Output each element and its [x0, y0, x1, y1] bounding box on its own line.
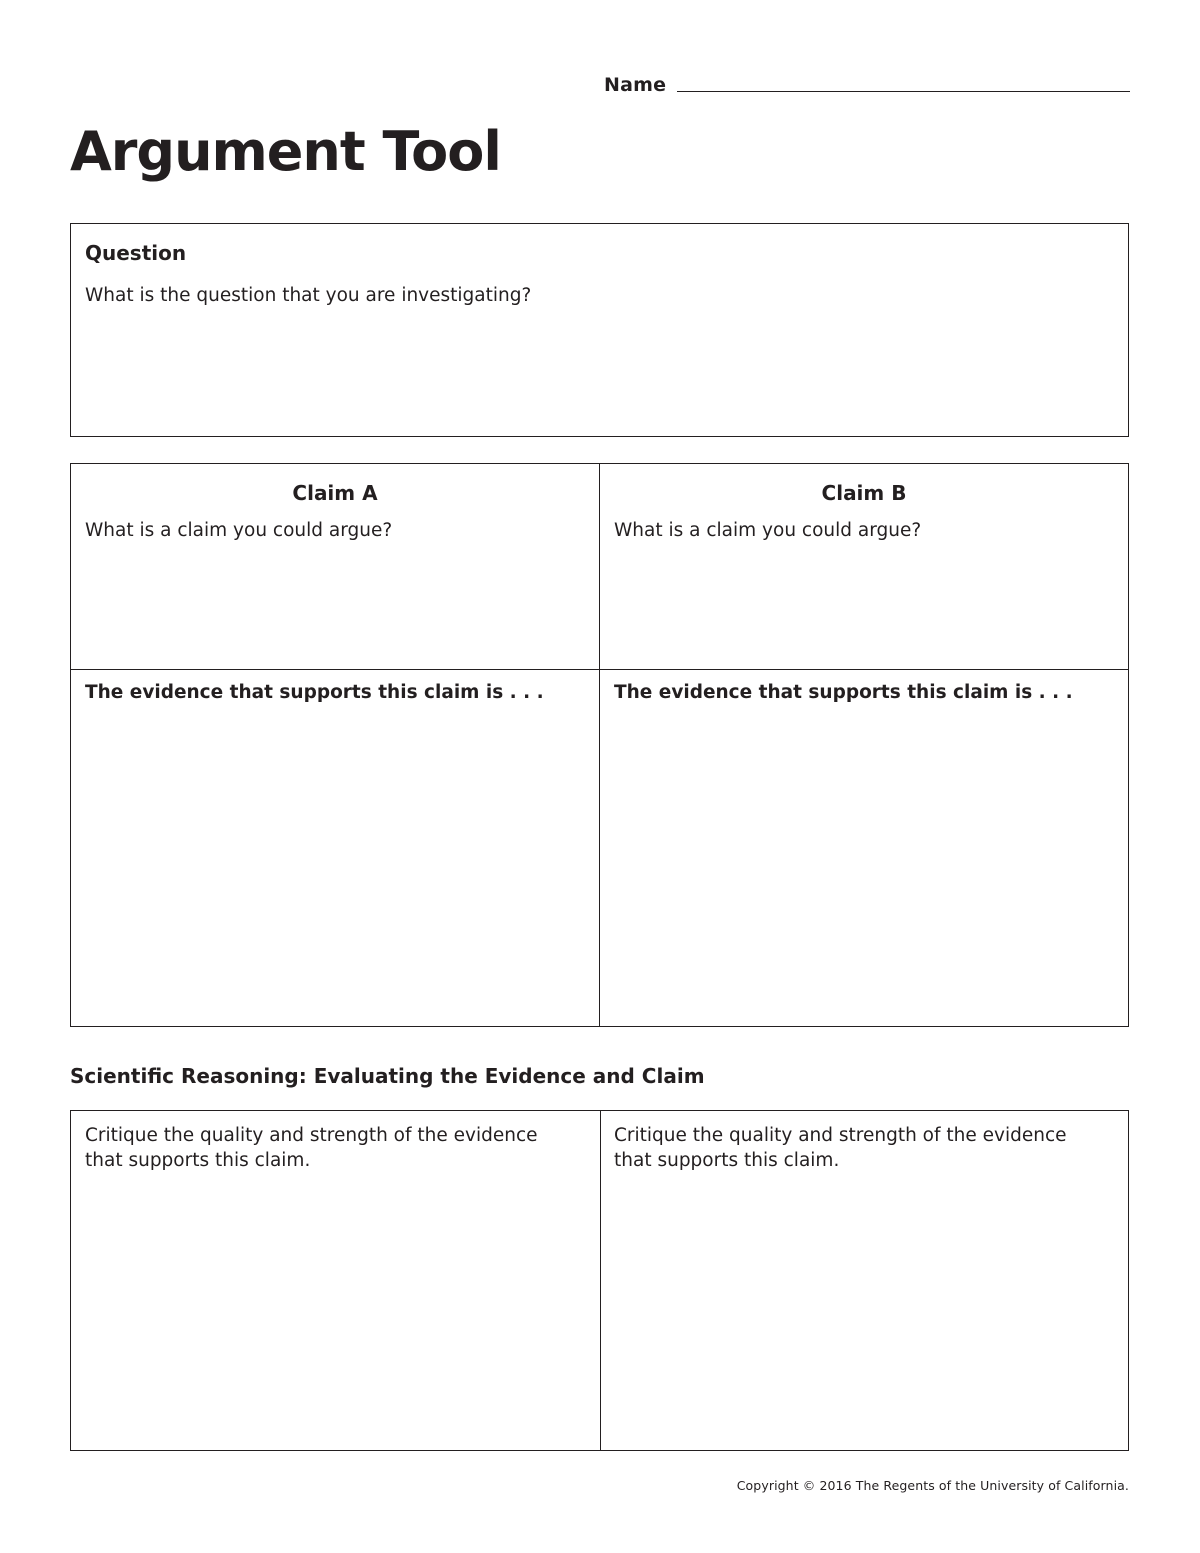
evaluation-a-cell[interactable]: [71, 1111, 600, 1449]
claim-a-title: Claim A: [292, 481, 378, 505]
evaluation-table: [70, 1110, 1129, 1451]
claim-b-evidence-label: The evidence that supports this claim is . . .: [614, 682, 1073, 703]
name-field-row: [604, 72, 1130, 96]
claims-table: [70, 463, 1129, 1027]
evaluation-b-prompt: Critique the quality and strength of the evidence that supports this claim.: [614, 1125, 1067, 1171]
question-label: Question: [85, 241, 187, 265]
name-label: Name: [604, 74, 667, 96]
reasoning-heading: Scientific Reasoning: Evaluating the Evidence and Claim: [70, 1064, 705, 1088]
claim-b-prompt: What is a claim you could argue?: [614, 520, 922, 541]
question-prompt: What is the question that you are investigating?: [85, 285, 532, 306]
name-input-line[interactable]: [677, 91, 1130, 92]
claim-a-evidence-cell[interactable]: [71, 464, 599, 1025]
claim-b-evidence-cell[interactable]: [600, 464, 1128, 1025]
question-box[interactable]: [70, 223, 1129, 437]
copyright-notice: Copyright © 2016 The Regents of the University of California.: [736, 1478, 1129, 1493]
evaluation-a-prompt: Critique the quality and strength of the evidence that supports this claim.: [85, 1125, 538, 1171]
page-title: Argument Tool: [70, 120, 501, 183]
claim-a-prompt: What is a claim you could argue?: [85, 520, 393, 541]
claim-a-evidence-label: The evidence that supports this claim is . . .: [85, 682, 544, 703]
claim-b-title: Claim B: [821, 481, 907, 505]
evaluation-b-cell[interactable]: [601, 1111, 1128, 1449]
